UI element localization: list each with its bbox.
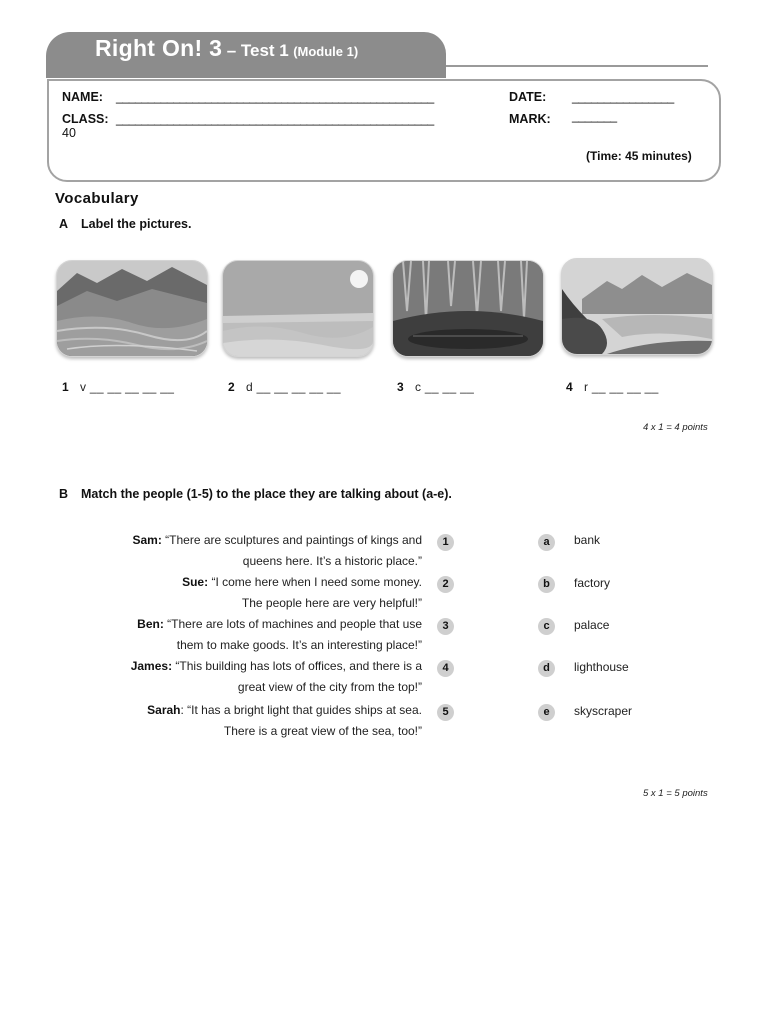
- match-letter-circle[interactable]: c: [538, 618, 555, 635]
- quote-line: “There are lots of machines and people that use: [163, 617, 422, 631]
- vocab-item-answer[interactable]: r __ __ __ __: [584, 380, 659, 394]
- title-module: (Module 1): [293, 44, 359, 59]
- match-number-circle[interactable]: 1: [437, 534, 454, 551]
- quote-line: great view of the city from the top!”: [237, 680, 422, 694]
- task-b-letter: B: [59, 487, 69, 501]
- vocab-item-number: 4: [566, 380, 573, 394]
- mark-denominator: 40: [62, 126, 76, 140]
- speaker-name: Sarah: [147, 703, 181, 717]
- match-number-circle[interactable]: 5: [437, 704, 454, 721]
- quote-line: “This building has lots of offices, and there is a: [172, 659, 422, 673]
- quote-sue: [92, 572, 422, 614]
- section-heading-vocabulary: Vocabulary: [55, 190, 139, 207]
- match-number-circle[interactable]: 2: [437, 576, 454, 593]
- task-a-instruction: Label the pictures.: [81, 217, 192, 231]
- date-field[interactable]: ________________: [572, 90, 674, 104]
- quote-line: There is a great view of the sea, too!”: [223, 724, 422, 738]
- quote-line: The people here are very helpful!”: [241, 596, 422, 610]
- place-label: factory: [574, 576, 611, 590]
- match-letter-circle[interactable]: d: [538, 660, 555, 677]
- place-label: palace: [574, 618, 610, 632]
- title-main: Right On! 3: [95, 35, 223, 61]
- quote-sarah: [92, 700, 422, 742]
- speaker-name: Sue:: [182, 575, 209, 589]
- match-number-circle[interactable]: 4: [437, 660, 454, 677]
- quote-line: : “It has a bright light that guides ships at sea.: [180, 703, 422, 717]
- page-title: [95, 35, 358, 62]
- speaker-name: Sam:: [132, 533, 162, 547]
- quote-line: queens here. It’s a historic place.”: [242, 554, 422, 568]
- task-b-points: 5 x 1 = 5 points: [643, 788, 708, 799]
- valley-picture: [56, 260, 208, 357]
- speaker-name: James:: [130, 659, 173, 673]
- vocab-item-number: 3: [397, 380, 404, 394]
- task-a-letter: A: [59, 217, 69, 231]
- speaker-name: Ben:: [137, 617, 164, 631]
- mark-field[interactable]: _______: [572, 109, 617, 123]
- quote-line: “There are sculptures and paintings of kings and: [161, 533, 422, 547]
- place-label: skyscraper: [574, 704, 633, 718]
- title-test: – Test 1: [226, 41, 289, 60]
- title-rule: [446, 65, 708, 67]
- vocab-item-number: 1: [62, 380, 69, 394]
- class-field[interactable]: __________________________________________________: [116, 112, 434, 126]
- river-picture: [561, 258, 713, 355]
- quote-sam: [92, 530, 422, 572]
- class-label: CLASS:: [62, 112, 109, 126]
- desert-picture: [222, 260, 374, 357]
- match-letter-circle[interactable]: b: [538, 576, 555, 593]
- place-label: lighthouse: [574, 660, 629, 674]
- date-label: DATE:: [509, 90, 547, 104]
- name-label: NAME:: [62, 90, 103, 104]
- match-number-circle[interactable]: 3: [437, 618, 454, 635]
- quote-ben: [92, 614, 422, 656]
- vocab-item-number: 2: [228, 380, 235, 394]
- place-label: bank: [574, 533, 601, 547]
- match-letter-circle[interactable]: a: [538, 534, 555, 551]
- task-a-points: 4 x 1 = 4 points: [643, 422, 708, 433]
- vocab-item-answer[interactable]: v __ __ __ __ __: [80, 380, 175, 394]
- time-limit: (Time: 45 minutes): [586, 149, 692, 163]
- vocab-item-answer[interactable]: c __ __ __: [415, 380, 475, 394]
- quote-line: them to make goods. It’s an interesting place!”: [176, 638, 422, 652]
- match-letter-circle[interactable]: e: [538, 704, 555, 721]
- quote-james: [92, 656, 422, 698]
- quote-line: “I come here when I need some money.: [208, 575, 422, 589]
- mark-label: MARK:: [509, 112, 551, 126]
- vocab-item-answer[interactable]: d __ __ __ __ __: [246, 380, 341, 394]
- cave-picture: [392, 260, 544, 357]
- name-field[interactable]: __________________________________________________: [116, 90, 434, 104]
- task-b-instruction: Match the people (1-5) to the place they are talking about (a-e).: [81, 487, 452, 501]
